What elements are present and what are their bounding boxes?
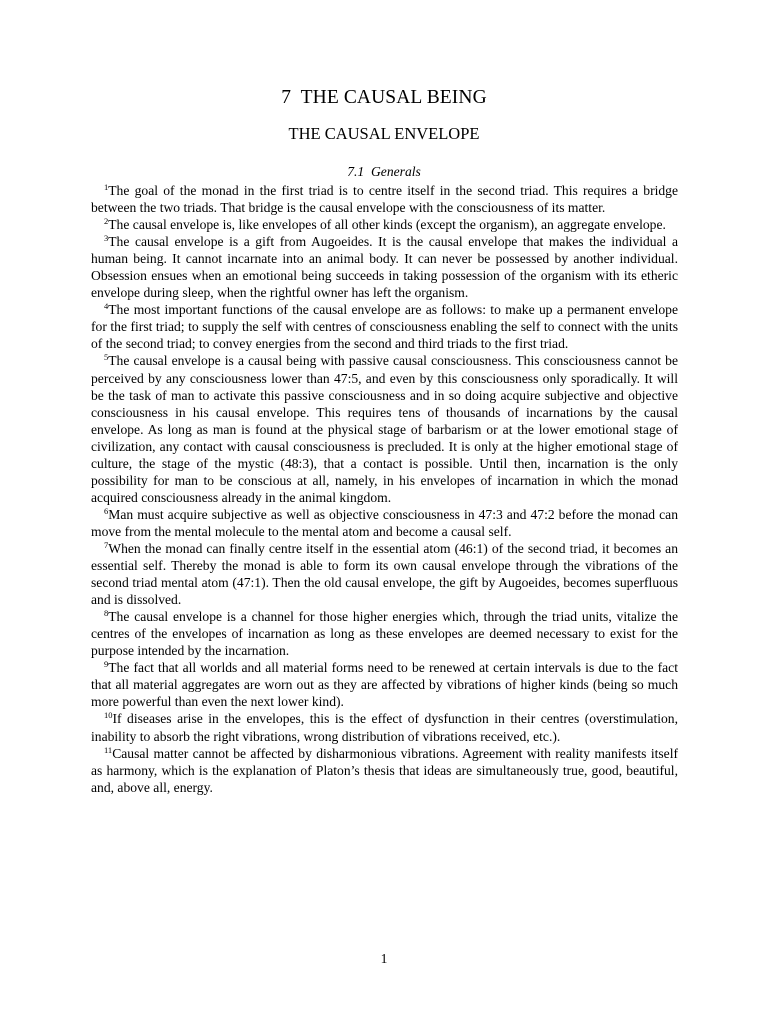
paragraph-text: The causal envelope is a gift from Augoeides. It is the causal envelope that makes the individual a human being. It cannot incarnate into an animal body. It can never be possessed by another individual. Obsession ensues when an emotional being succeeds in taking possession of the organism with its etheric envelope during sleep, when the rightful owner has left the organism. [91,234,678,301]
paragraph-text: The most important functions of the causal envelope are as follows: to make up a permanent envelope for the first triad; to supply the self with centres of consciousness enabling the self to connect with the units of the second triad; to convey energies from the second and third triads to the first triad. [91,302,678,352]
paragraph-text: The fact that all worlds and all material forms need to be renewed at certain intervals is due to the fact that all material aggregates are worn out as they are affected by vibrations of higher kinds (being so much more powerful than even the next lower kind). [91,660,678,710]
paragraph-number: 9 [104,659,109,670]
section-title: THE CAUSAL ENVELOPE [288,124,480,143]
body-text [91,182,678,796]
chapter-title: 7 THE CAUSAL BEING [281,87,487,108]
paragraph-4 [91,301,678,352]
paragraph-1 [91,182,678,216]
paragraph-10 [91,710,678,744]
paragraph-8 [91,608,678,659]
paragraph-6 [91,506,678,540]
paragraph-7 [91,540,678,608]
paragraph-text: The causal envelope is a causal being with passive causal consciousness. This consciousness cannot be perceived by any consciousness lower than 47:5, and even by this consciousness only sporadically. It will be the task of man to activate this passive consciousness and in so doing acquire subjective and objective consciousness in his causal envelope. This requires tens of thousands of incarnations by the causal envelope. As long as man is found at the physical stage of barbarism or at the lower emotional stage of civilization, any contact with causal consciousness is precluded. It is only at the higher emotional stage of culture, the stage of the mystic (48:3), that a contact is possible. Until then, incarnation is the only possibility for man to be conscious at all, namely, in his envelopes of incarnation in which the monad acquired consciousness already in the animal kingdom. [91,353,678,505]
paragraph-number: 8 [104,608,109,619]
paragraph-number: 7 [104,539,109,550]
subsection-title: 7.1 Generals [347,164,421,179]
paragraph-9 [91,659,678,710]
paragraph-text: When the monad can finally centre itself in the essential atom (46:1) of the second triad, it becomes an essential self. Thereby the monad is able to form its own causal envelope through the vibrations of the second triad mental atom (47:1). Then the old causal envelope, the gift by Augoeides, becomes superfluous and is dissolved. [91,540,678,608]
paragraph-number: 6 [104,505,109,516]
paragraph-number: 4 [104,301,109,312]
paragraph-text: If diseases arise in the envelopes, this is the effect of dysfunction in their centres (overstimulation, inability to absorb the right vibrations, wrong distribution of vibrations received, etc.). [91,711,678,744]
paragraph-number: 3 [104,233,109,244]
paragraph-text: Causal matter cannot be affected by disharmonious vibrations. Agreement with reality manifests itself as harmony, which is the explanation of Platon’s thesis that ideas are simultaneously true, good, beautiful, and, above all, energy. [91,745,678,795]
paragraph-text: The causal envelope is, like envelopes of all other kinds (except the organism), an aggregate envelope. [108,217,666,233]
paragraph-11 [91,745,678,796]
paragraph-3 [91,233,678,301]
paragraph-number: 10 [104,710,113,721]
paragraph-number: 5 [104,352,109,363]
paragraph-number: 2 [104,216,109,227]
paragraph-number: 1 [104,182,109,192]
page-number: 1 [380,951,388,966]
paragraph-text: The goal of the monad in the first triad is to centre itself in the second triad. This requires a bridge between the two triads. That bridge is the causal envelope with the consciousness of its matter. [91,183,678,216]
paragraph-5 [91,352,678,505]
paragraph-text: Man must acquire subjective as well as objective consciousness in 47:3 and 47:2 before the monad can move from the mental molecule to the mental atom and become a causal self. [91,506,678,539]
paragraph-2 [91,216,678,233]
paragraph-text: The causal envelope is a channel for those higher energies which, through the triad units, vitalize the centres of the envelopes of incarnation as long as these envelopes are deemed necessary to exist for the purpose intended by the incarnation. [91,609,678,659]
paragraph-number: 11 [104,744,113,755]
